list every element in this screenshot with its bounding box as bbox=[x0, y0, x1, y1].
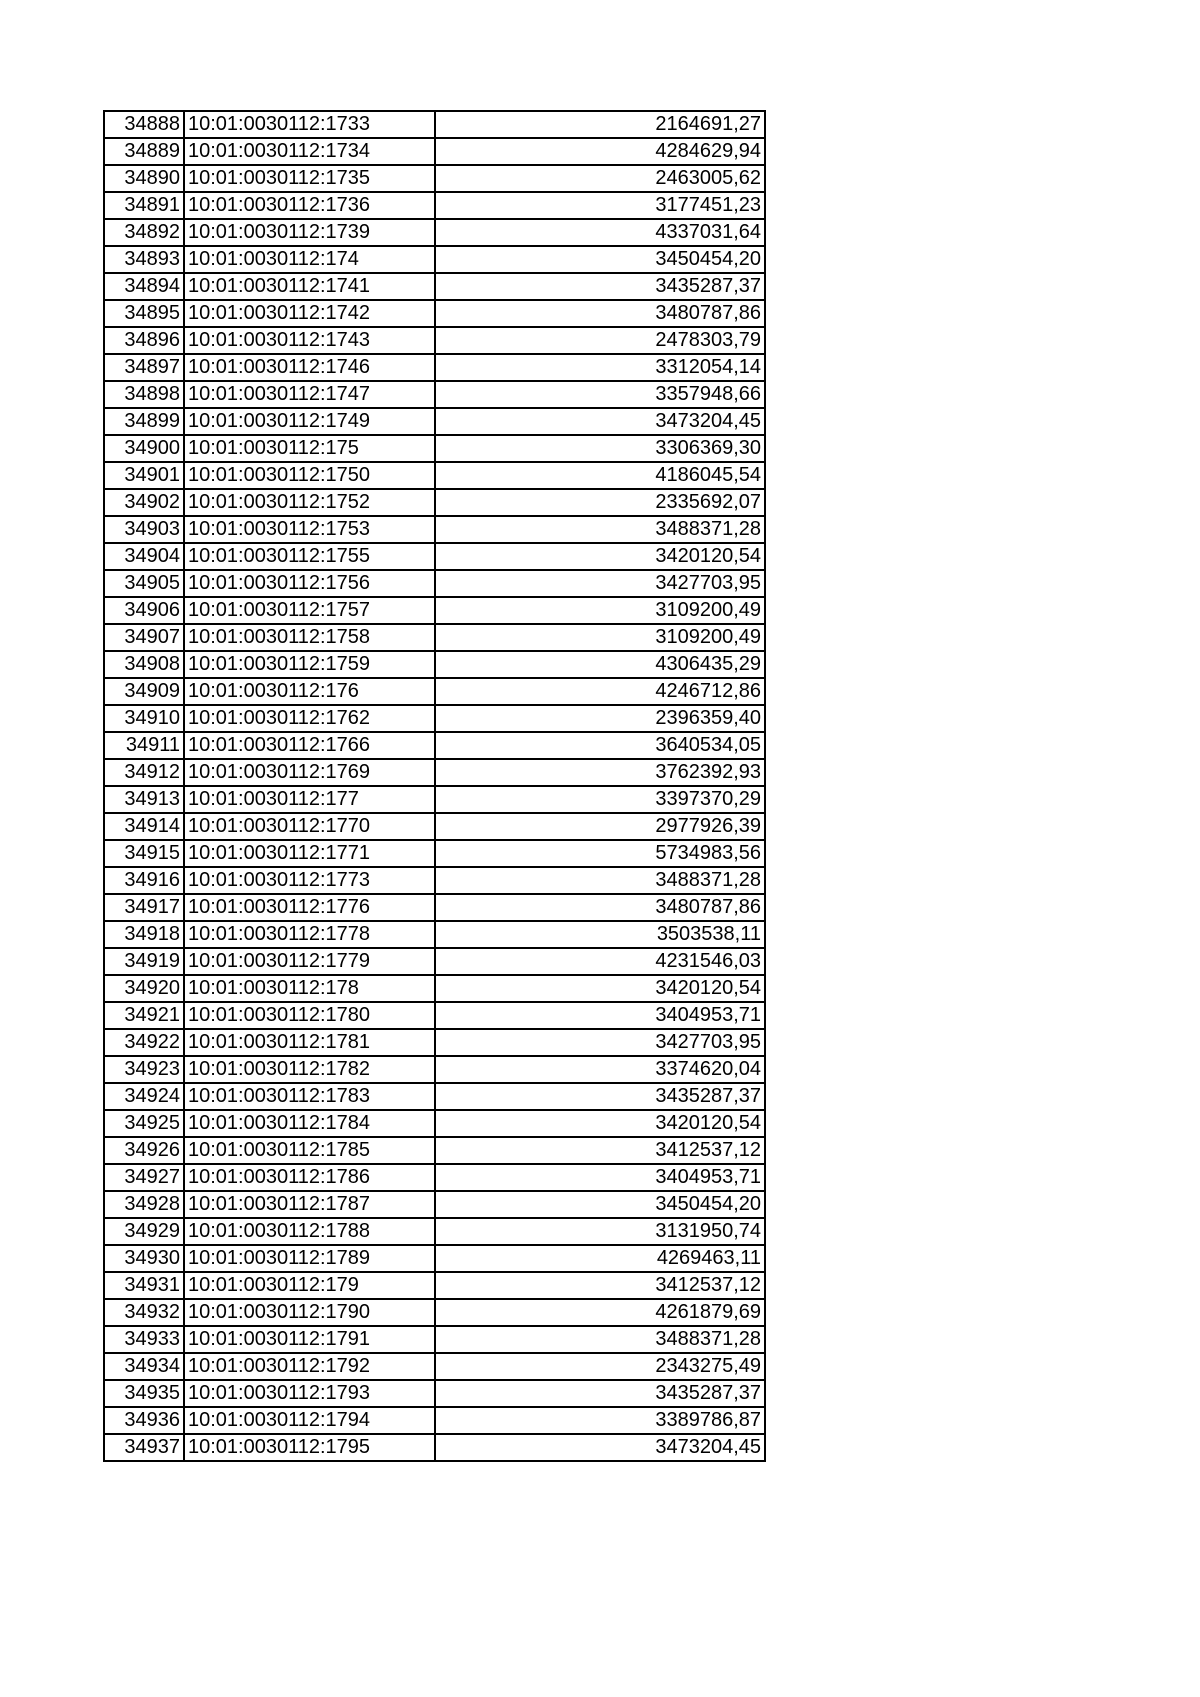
cadastral-number-cell: 10:01:0030112:1776 bbox=[184, 894, 435, 921]
row-number-cell: 34922 bbox=[104, 1029, 184, 1056]
value-cell: 3762392,93 bbox=[435, 759, 765, 786]
row-number-cell: 34897 bbox=[104, 354, 184, 381]
value-cell: 3480787,86 bbox=[435, 894, 765, 921]
row-number-cell: 34916 bbox=[104, 867, 184, 894]
row-number-cell: 34923 bbox=[104, 1056, 184, 1083]
table-row bbox=[104, 435, 765, 462]
row-number-cell: 34903 bbox=[104, 516, 184, 543]
table-body bbox=[104, 111, 765, 1461]
cadastral-number-cell: 10:01:0030112:1753 bbox=[184, 516, 435, 543]
cadastral-number-cell: 10:01:0030112:1790 bbox=[184, 1299, 435, 1326]
table-row bbox=[104, 1056, 765, 1083]
value-cell: 3420120,54 bbox=[435, 975, 765, 1002]
table-row bbox=[104, 1002, 765, 1029]
value-cell: 3450454,20 bbox=[435, 246, 765, 273]
value-cell: 4306435,29 bbox=[435, 651, 765, 678]
value-cell: 4186045,54 bbox=[435, 462, 765, 489]
cadastral-number-cell: 10:01:0030112:1739 bbox=[184, 219, 435, 246]
row-number-cell: 34914 bbox=[104, 813, 184, 840]
row-number-cell: 34912 bbox=[104, 759, 184, 786]
row-number-cell: 34924 bbox=[104, 1083, 184, 1110]
row-number-cell: 34896 bbox=[104, 327, 184, 354]
row-number-cell: 34911 bbox=[104, 732, 184, 759]
table-row bbox=[104, 1083, 765, 1110]
value-cell: 5734983,56 bbox=[435, 840, 765, 867]
value-cell: 2478303,79 bbox=[435, 327, 765, 354]
table-row bbox=[104, 489, 765, 516]
value-cell: 2343275,49 bbox=[435, 1353, 765, 1380]
table-row bbox=[104, 543, 765, 570]
table-row bbox=[104, 1407, 765, 1434]
value-cell: 2335692,07 bbox=[435, 489, 765, 516]
value-cell: 3412537,12 bbox=[435, 1137, 765, 1164]
table-row bbox=[104, 867, 765, 894]
table-row bbox=[104, 1245, 765, 1272]
table-row bbox=[104, 273, 765, 300]
table-row bbox=[104, 705, 765, 732]
cadastral-number-cell: 10:01:0030112:1747 bbox=[184, 381, 435, 408]
table-row bbox=[104, 1029, 765, 1056]
table-row bbox=[104, 138, 765, 165]
value-cell: 3488371,28 bbox=[435, 1326, 765, 1353]
cadastral-number-cell: 10:01:0030112:1741 bbox=[184, 273, 435, 300]
row-number-cell: 34895 bbox=[104, 300, 184, 327]
table-row bbox=[104, 759, 765, 786]
value-cell: 3420120,54 bbox=[435, 1110, 765, 1137]
cadastral-number-cell: 10:01:0030112:177 bbox=[184, 786, 435, 813]
cadastral-number-cell: 10:01:0030112:1789 bbox=[184, 1245, 435, 1272]
table-row bbox=[104, 354, 765, 381]
table-row bbox=[104, 1191, 765, 1218]
table-row bbox=[104, 111, 765, 138]
value-cell: 4337031,64 bbox=[435, 219, 765, 246]
row-number-cell: 34908 bbox=[104, 651, 184, 678]
table-row bbox=[104, 462, 765, 489]
cadastral-number-cell: 10:01:0030112:1756 bbox=[184, 570, 435, 597]
value-cell: 3177451,23 bbox=[435, 192, 765, 219]
value-cell: 3488371,28 bbox=[435, 867, 765, 894]
table-row bbox=[104, 948, 765, 975]
row-number-cell: 34925 bbox=[104, 1110, 184, 1137]
table-row bbox=[104, 1164, 765, 1191]
table-row bbox=[104, 408, 765, 435]
row-number-cell: 34931 bbox=[104, 1272, 184, 1299]
cadastral-number-cell: 10:01:0030112:176 bbox=[184, 678, 435, 705]
cadastral-number-cell: 10:01:0030112:1795 bbox=[184, 1434, 435, 1461]
cadastral-number-cell: 10:01:0030112:1784 bbox=[184, 1110, 435, 1137]
cadastral-number-cell: 10:01:0030112:1785 bbox=[184, 1137, 435, 1164]
value-cell: 3473204,45 bbox=[435, 1434, 765, 1461]
table-row bbox=[104, 1272, 765, 1299]
value-cell: 3450454,20 bbox=[435, 1191, 765, 1218]
cadastral-number-cell: 10:01:0030112:1786 bbox=[184, 1164, 435, 1191]
table-row bbox=[104, 246, 765, 273]
cadastral-number-cell: 10:01:0030112:1755 bbox=[184, 543, 435, 570]
table-row bbox=[104, 1299, 765, 1326]
row-number-cell: 34898 bbox=[104, 381, 184, 408]
row-number-cell: 34904 bbox=[104, 543, 184, 570]
cadastral-number-cell: 10:01:0030112:1793 bbox=[184, 1380, 435, 1407]
table-row bbox=[104, 1380, 765, 1407]
table-row bbox=[104, 570, 765, 597]
row-number-cell: 34928 bbox=[104, 1191, 184, 1218]
table-row bbox=[104, 678, 765, 705]
value-cell: 3435287,37 bbox=[435, 1380, 765, 1407]
row-number-cell: 34921 bbox=[104, 1002, 184, 1029]
table-row bbox=[104, 516, 765, 543]
value-cell: 4269463,11 bbox=[435, 1245, 765, 1272]
data-table bbox=[103, 110, 766, 1462]
row-number-cell: 34909 bbox=[104, 678, 184, 705]
value-cell: 3109200,49 bbox=[435, 624, 765, 651]
row-number-cell: 34926 bbox=[104, 1137, 184, 1164]
row-number-cell: 34935 bbox=[104, 1380, 184, 1407]
row-number-cell: 34936 bbox=[104, 1407, 184, 1434]
table-row bbox=[104, 192, 765, 219]
row-number-cell: 34929 bbox=[104, 1218, 184, 1245]
table-row bbox=[104, 894, 765, 921]
value-cell: 2396359,40 bbox=[435, 705, 765, 732]
cadastral-number-cell: 10:01:0030112:1794 bbox=[184, 1407, 435, 1434]
cadastral-number-cell: 10:01:0030112:1734 bbox=[184, 138, 435, 165]
row-number-cell: 34902 bbox=[104, 489, 184, 516]
table-row bbox=[104, 840, 765, 867]
row-number-cell: 34934 bbox=[104, 1353, 184, 1380]
cadastral-number-cell: 10:01:0030112:1769 bbox=[184, 759, 435, 786]
table-row bbox=[104, 1326, 765, 1353]
value-cell: 3420120,54 bbox=[435, 543, 765, 570]
cadastral-number-cell: 10:01:0030112:1758 bbox=[184, 624, 435, 651]
row-number-cell: 34932 bbox=[104, 1299, 184, 1326]
row-number-cell: 34889 bbox=[104, 138, 184, 165]
row-number-cell: 34907 bbox=[104, 624, 184, 651]
cadastral-number-cell: 10:01:0030112:1782 bbox=[184, 1056, 435, 1083]
row-number-cell: 34930 bbox=[104, 1245, 184, 1272]
table-row bbox=[104, 1218, 765, 1245]
table-row bbox=[104, 1353, 765, 1380]
table-row bbox=[104, 813, 765, 840]
value-cell: 3480787,86 bbox=[435, 300, 765, 327]
cadastral-number-cell: 10:01:0030112:1783 bbox=[184, 1083, 435, 1110]
table-row bbox=[104, 327, 765, 354]
row-number-cell: 34919 bbox=[104, 948, 184, 975]
table-row bbox=[104, 1434, 765, 1461]
value-cell: 3427703,95 bbox=[435, 570, 765, 597]
value-cell: 3397370,29 bbox=[435, 786, 765, 813]
row-number-cell: 34892 bbox=[104, 219, 184, 246]
value-cell: 2463005,62 bbox=[435, 165, 765, 192]
table-row bbox=[104, 219, 765, 246]
cadastral-number-cell: 10:01:0030112:174 bbox=[184, 246, 435, 273]
cadastral-number-cell: 10:01:0030112:1736 bbox=[184, 192, 435, 219]
value-cell: 4284629,94 bbox=[435, 138, 765, 165]
value-cell: 3374620,04 bbox=[435, 1056, 765, 1083]
value-cell: 3473204,45 bbox=[435, 408, 765, 435]
cadastral-number-cell: 10:01:0030112:1752 bbox=[184, 489, 435, 516]
row-number-cell: 34893 bbox=[104, 246, 184, 273]
value-cell: 3427703,95 bbox=[435, 1029, 765, 1056]
cadastral-number-cell: 10:01:0030112:1757 bbox=[184, 597, 435, 624]
value-cell: 3404953,71 bbox=[435, 1002, 765, 1029]
value-cell: 2164691,27 bbox=[435, 111, 765, 138]
table-row bbox=[104, 975, 765, 1002]
value-cell: 4246712,86 bbox=[435, 678, 765, 705]
row-number-cell: 34915 bbox=[104, 840, 184, 867]
row-number-cell: 34920 bbox=[104, 975, 184, 1002]
row-number-cell: 34910 bbox=[104, 705, 184, 732]
cadastral-number-cell: 10:01:0030112:1792 bbox=[184, 1353, 435, 1380]
value-cell: 3312054,14 bbox=[435, 354, 765, 381]
cadastral-number-cell: 10:01:0030112:1759 bbox=[184, 651, 435, 678]
row-number-cell: 34888 bbox=[104, 111, 184, 138]
cadastral-number-cell: 10:01:0030112:1791 bbox=[184, 1326, 435, 1353]
cadastral-number-cell: 10:01:0030112:1771 bbox=[184, 840, 435, 867]
row-number-cell: 34899 bbox=[104, 408, 184, 435]
cadastral-number-cell: 10:01:0030112:1766 bbox=[184, 732, 435, 759]
cadastral-number-cell: 10:01:0030112:1762 bbox=[184, 705, 435, 732]
value-cell: 3357948,66 bbox=[435, 381, 765, 408]
value-cell: 3640534,05 bbox=[435, 732, 765, 759]
row-number-cell: 34891 bbox=[104, 192, 184, 219]
row-number-cell: 34906 bbox=[104, 597, 184, 624]
row-number-cell: 34894 bbox=[104, 273, 184, 300]
row-number-cell: 34933 bbox=[104, 1326, 184, 1353]
row-number-cell: 34913 bbox=[104, 786, 184, 813]
table-row bbox=[104, 381, 765, 408]
table-row bbox=[104, 300, 765, 327]
value-cell: 2977926,39 bbox=[435, 813, 765, 840]
value-cell: 3488371,28 bbox=[435, 516, 765, 543]
table-row bbox=[104, 921, 765, 948]
row-number-cell: 34905 bbox=[104, 570, 184, 597]
row-number-cell: 34901 bbox=[104, 462, 184, 489]
row-number-cell: 34890 bbox=[104, 165, 184, 192]
cadastral-number-cell: 10:01:0030112:1743 bbox=[184, 327, 435, 354]
cadastral-number-cell: 10:01:0030112:1773 bbox=[184, 867, 435, 894]
cadastral-number-cell: 10:01:0030112:1778 bbox=[184, 921, 435, 948]
value-cell: 3412537,12 bbox=[435, 1272, 765, 1299]
row-number-cell: 34900 bbox=[104, 435, 184, 462]
value-cell: 3109200,49 bbox=[435, 597, 765, 624]
table-row bbox=[104, 1110, 765, 1137]
cadastral-number-cell: 10:01:0030112:1735 bbox=[184, 165, 435, 192]
table-row bbox=[104, 597, 765, 624]
table-row bbox=[104, 165, 765, 192]
cadastral-number-cell: 10:01:0030112:1750 bbox=[184, 462, 435, 489]
row-number-cell: 34917 bbox=[104, 894, 184, 921]
cadastral-number-cell: 10:01:0030112:178 bbox=[184, 975, 435, 1002]
cadastral-number-cell: 10:01:0030112:1787 bbox=[184, 1191, 435, 1218]
cadastral-number-cell: 10:01:0030112:1746 bbox=[184, 354, 435, 381]
cadastral-number-cell: 10:01:0030112:1780 bbox=[184, 1002, 435, 1029]
value-cell: 4231546,03 bbox=[435, 948, 765, 975]
table-row bbox=[104, 624, 765, 651]
table-row bbox=[104, 1137, 765, 1164]
cadastral-number-cell: 10:01:0030112:1788 bbox=[184, 1218, 435, 1245]
cadastral-number-cell: 10:01:0030112:1781 bbox=[184, 1029, 435, 1056]
table-row bbox=[104, 786, 765, 813]
value-cell: 3435287,37 bbox=[435, 273, 765, 300]
row-number-cell: 34927 bbox=[104, 1164, 184, 1191]
cadastral-number-cell: 10:01:0030112:1733 bbox=[184, 111, 435, 138]
cadastral-number-cell: 10:01:0030112:175 bbox=[184, 435, 435, 462]
cadastral-number-cell: 10:01:0030112:179 bbox=[184, 1272, 435, 1299]
value-cell: 4261879,69 bbox=[435, 1299, 765, 1326]
value-cell: 3131950,74 bbox=[435, 1218, 765, 1245]
cadastral-number-cell: 10:01:0030112:1770 bbox=[184, 813, 435, 840]
table-row bbox=[104, 732, 765, 759]
row-number-cell: 34918 bbox=[104, 921, 184, 948]
cadastral-number-cell: 10:01:0030112:1749 bbox=[184, 408, 435, 435]
row-number-cell: 34937 bbox=[104, 1434, 184, 1461]
value-cell: 3306369,30 bbox=[435, 435, 765, 462]
cadastral-number-cell: 10:01:0030112:1742 bbox=[184, 300, 435, 327]
value-cell: 3503538,11 bbox=[435, 921, 765, 948]
value-cell: 3389786,87 bbox=[435, 1407, 765, 1434]
table-row bbox=[104, 651, 765, 678]
cadastral-number-cell: 10:01:0030112:1779 bbox=[184, 948, 435, 975]
value-cell: 3404953,71 bbox=[435, 1164, 765, 1191]
value-cell: 3435287,37 bbox=[435, 1083, 765, 1110]
